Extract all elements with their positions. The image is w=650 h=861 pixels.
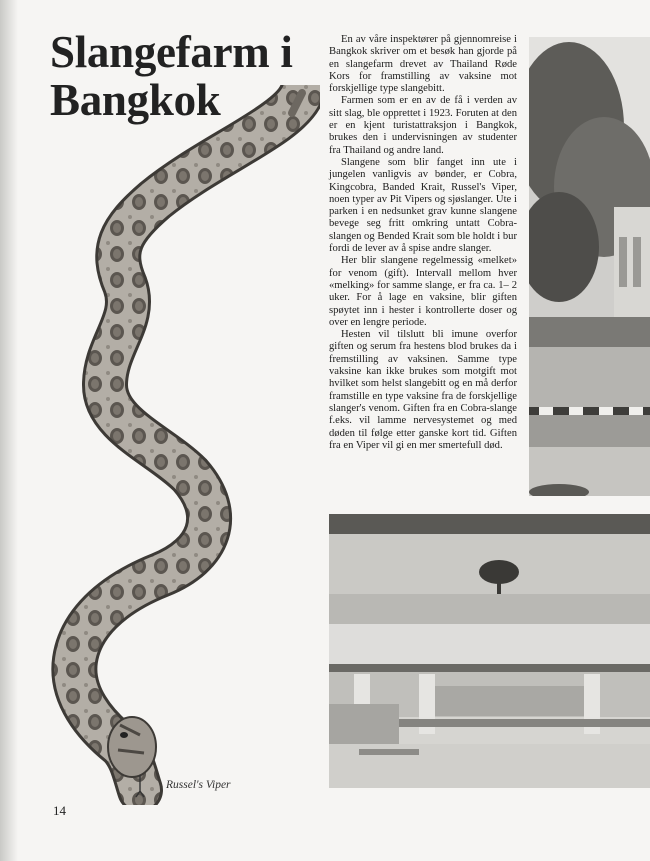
russels-viper-illustration: [40, 85, 320, 805]
paragraph-4: Her blir slangene regelmessig «melket» for venom (gift). Intervall mellom hver «melking» for samme slange, er fra ca. 1– 2 uker. For å lage en vaksine, blir giften spøytet inn i hester i kontrollerte doser og over en lengre periode.: [329, 255, 517, 328]
farm-building-photo: [529, 37, 650, 496]
snake-pit-photo: [329, 514, 650, 788]
illustration-caption: Russel's Viper: [166, 779, 231, 791]
paragraph-1: En av våre inspektører på gjennomreise i Bangkok skriver om et besøk han gjorde på en slangefarm drevet av Thailand Røde Kors for framstilling av vaksine mot forskjellige type slangebitt.: [329, 34, 517, 95]
paragraph-2: Farmen som er en av de få i verden av sitt slag, ble opprettet i 1923. Foruten at den er en kjent turistattraksjon i Bangkok, brukes den i undervisningen av studenter fra Thailand og andre land.: [329, 95, 517, 156]
paragraph-5: Hesten vil tilslutt bli imune overfor giften og serum fra hestens blod brukes da i fremstilling av vaksinen. Samme type vaksine kan ikke brukes som motgift mot hvilket som helst slangebitt og en må derfor framstille en type vaksine fra de forskjellige slanger's venom. Giften fra en Cobra-slange f.eks. vil lamme nervesystemet og med døden til følge etter ganske kort tid. Giften fra en Viper vil gi en mer smertefull død.: [329, 329, 517, 451]
page-binding-edge: [0, 0, 18, 861]
article-body: [329, 34, 517, 452]
title-line-1: Slangefarm i: [50, 27, 293, 77]
title-line-2: Bangkok: [50, 75, 221, 125]
paragraph-3: Slangene som blir fanget inn ute i jungelen vanligvis av bønder, er Cobra, Kingcobra, Banded Krait, Russel's Viper, noen typer av Pit Vipers og sjøslanger. Ute i parken i en nedsunket grav kunne slangene bevege seg fritt omkring untatt Cobra-slangen og Bended Krait som ble holdt i bur fordi de lever av å spise andre slanger.: [329, 156, 517, 255]
page-number: 14: [53, 803, 66, 818]
